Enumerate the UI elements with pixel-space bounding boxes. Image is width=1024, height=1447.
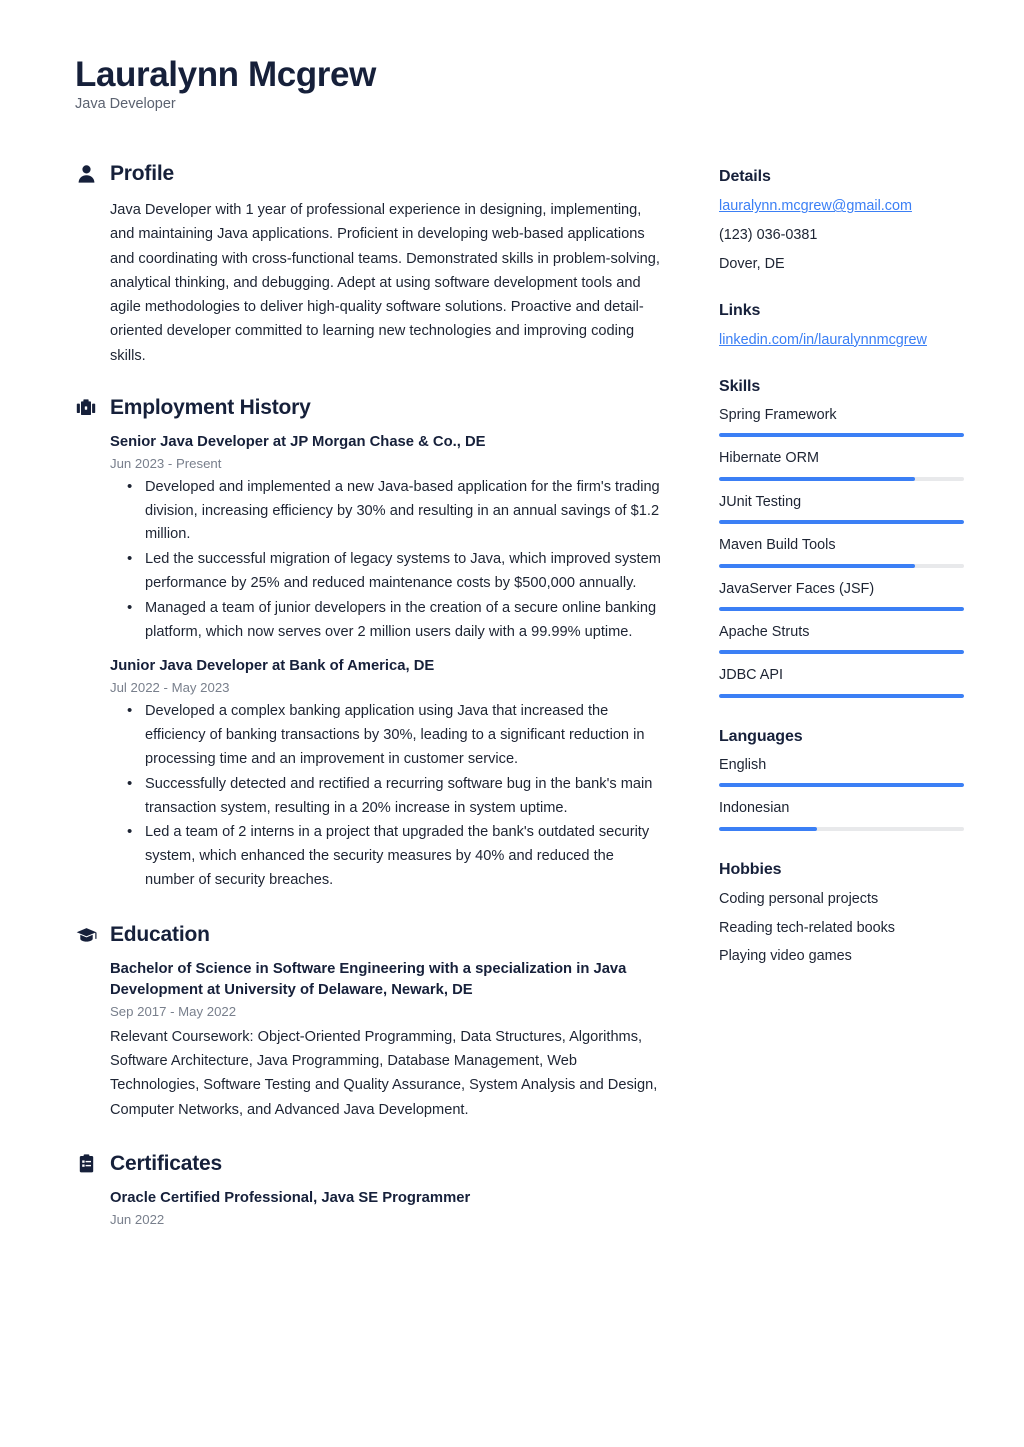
skill-label: Apache Struts — [719, 623, 810, 640]
language-item — [719, 756, 964, 787]
skill-meter-fill — [719, 564, 915, 568]
sidebar-title-skills: Skills — [719, 377, 761, 395]
education-entry-title: Bachelor of Science in Software Engineering with a specialization in Java Development at University of Delaware, Newark, DE — [110, 960, 627, 998]
bullet-item: • Led the successful migration of legacy systems to Java, which improved system performance by 25% and reduced maintenance costs by $500,000 annually. — [145, 548, 661, 596]
skill-meter-track — [719, 607, 964, 611]
section-body-profile — [75, 198, 661, 368]
skill-meter-track — [719, 564, 964, 568]
email-link[interactable]: lauralynn.mcgrew@gmail.com — [719, 198, 912, 215]
skill-meter-track — [719, 477, 964, 481]
linkedin-link[interactable]: linkedin.com/in/lauralynnmcgrew — [719, 331, 927, 348]
phone-number: (123) 036-0381 — [719, 227, 818, 244]
skill-meter-track — [719, 694, 964, 698]
skill-meter-fill — [719, 650, 964, 654]
resume-header — [75, 55, 960, 112]
clipboard-icon — [75, 1153, 97, 1175]
employment-entry — [110, 432, 661, 645]
skill-meter-track — [719, 650, 964, 654]
bullet-item: • Developed a complex banking application using Java that increased the efficiency of banking transactions by 30%, leading to a significant reduction in processing time and an improvement in customer service. — [145, 700, 661, 771]
section-title-employment: Employment History — [110, 395, 311, 419]
bullet-item: • Developed and implemented a new Java-based application for the firm's trading division, increasing efficiency by 30% and resulting in an annual savings of $1.2 million. — [145, 476, 661, 547]
section-header-education — [75, 923, 661, 947]
language-meter-fill — [719, 827, 817, 831]
section-profile — [75, 162, 661, 368]
section-title-education: Education — [110, 922, 210, 946]
employment-entry-title: Junior Java Developer at Bank of America, DE — [110, 658, 435, 675]
candidate-name: Lauralynn Mcgrew — [75, 55, 376, 94]
location: Dover, DE — [719, 255, 785, 272]
skill-label: JavaServer Faces (JSF) — [719, 580, 875, 597]
education-entry — [110, 959, 661, 1122]
section-body-certificates — [75, 1188, 661, 1229]
skill-label: Maven Build Tools — [719, 537, 836, 554]
language-meter-track — [719, 783, 964, 787]
skill-item — [719, 580, 964, 611]
sidebar-block-languages — [719, 728, 964, 831]
skill-item — [719, 666, 964, 697]
skill-meter-fill — [719, 694, 964, 698]
education-entry-description: Relevant Coursework: Object-Oriented Programming, Data Structures, Algorithms, Software Architecture, Java Programming, Database Management, Web Technologies, Software Testing and Quality Assurance, System Analysis and Design, Computer Networks, and Advanced Java Development. — [110, 1028, 658, 1118]
skill-meter-fill — [719, 607, 964, 611]
employment-entry-bullets — [110, 476, 661, 644]
section-header-profile — [75, 162, 661, 186]
skill-item — [719, 449, 964, 480]
sidebar-block-links — [719, 302, 964, 352]
employment-entry-bullets — [110, 700, 661, 892]
skill-item — [719, 493, 964, 524]
sidebar-block-hobbies — [719, 861, 964, 969]
main-column — [75, 162, 661, 1257]
briefcase-icon — [75, 397, 97, 419]
sidebar-title-links: Links — [719, 301, 761, 319]
certificate-entry-date: Jun 2022 — [110, 1211, 165, 1227]
graduation-cap-icon — [75, 924, 97, 946]
sidebar-title-languages: Languages — [719, 727, 803, 745]
skill-label: JUnit Testing — [719, 493, 802, 510]
section-body-education — [75, 959, 661, 1122]
candidate-job-title: Java Developer — [75, 96, 176, 113]
skill-label: Spring Framework — [719, 406, 837, 423]
skill-item — [719, 536, 964, 567]
language-meter-fill — [719, 783, 964, 787]
language-meter-track — [719, 827, 964, 831]
hobby-item: Reading tech-related books — [719, 919, 895, 936]
person-icon — [75, 163, 97, 185]
section-employment — [75, 396, 661, 893]
section-title-certificates: Certificates — [110, 1151, 222, 1175]
language-label: Indonesian — [719, 800, 790, 817]
hobby-item: Coding personal projects — [719, 890, 879, 907]
section-title-profile: Profile — [110, 162, 174, 186]
skill-meter-fill — [719, 520, 964, 524]
skill-label: JDBC API — [719, 667, 783, 684]
sidebar-title-hobbies: Hobbies — [719, 860, 782, 878]
profile-text: Java Developer with 1 year of professional experience in designing, implementing, and maintaining Java applications. Proficient in developing web-based applications and coordinating with cross-functional teams. Demonstrated skills in problem-solving, analytical thinking, and debugging. Adept at using software development tools and agile methodologies to deliver high-quality software solutions. Proactive and detail-oriented developer committed to learning new technologies and improving coding skills. — [110, 202, 660, 364]
employment-entry-title: Senior Java Developer at JP Morgan Chase & Co., DE — [110, 433, 486, 450]
sidebar-block-details — [719, 168, 964, 276]
bullet-item: • Managed a team of junior developers in the creation of a secure online banking platform, which now serves over 2 million users daily with a 99.99% uptime. — [145, 597, 661, 645]
employment-entry — [110, 656, 661, 892]
bullet-item: • Led a team of 2 interns in a project that upgraded the bank's outdated security system, which enhanced the security measures by 40% and reduced the number of security breaches. — [145, 821, 661, 892]
sidebar-column — [719, 162, 964, 994]
employment-entry-date: Jun 2023 - Present — [110, 455, 222, 471]
skill-meter-track — [719, 520, 964, 524]
skill-meter-fill — [719, 477, 915, 481]
bullet-item: • Successfully detected and rectified a recurring software bug in the bank's main transaction system, resulting in a 20% increase in system uptime. — [145, 773, 661, 821]
skill-meter-track — [719, 433, 964, 437]
education-entry-date: Sep 2017 - May 2022 — [110, 1003, 237, 1019]
section-body-employment — [75, 432, 661, 893]
section-education — [75, 923, 661, 1122]
language-item — [719, 799, 964, 830]
resume-body — [75, 162, 960, 1257]
section-certificates — [75, 1152, 661, 1229]
employment-entry-date: Jul 2022 - May 2023 — [110, 680, 230, 696]
skill-item — [719, 623, 964, 654]
hobby-item: Playing video games — [719, 948, 852, 965]
skill-item — [719, 406, 964, 437]
skill-meter-fill — [719, 433, 964, 437]
sidebar-title-details: Details — [719, 168, 771, 186]
certificate-entry-title: Oracle Certified Professional, Java SE Programmer — [110, 1189, 471, 1206]
skill-label: Hibernate ORM — [719, 450, 819, 467]
section-header-employment — [75, 396, 661, 420]
sidebar-block-skills — [719, 378, 964, 698]
section-header-certificates — [75, 1152, 661, 1176]
language-label: English — [719, 756, 767, 773]
certificate-entry — [110, 1188, 661, 1229]
